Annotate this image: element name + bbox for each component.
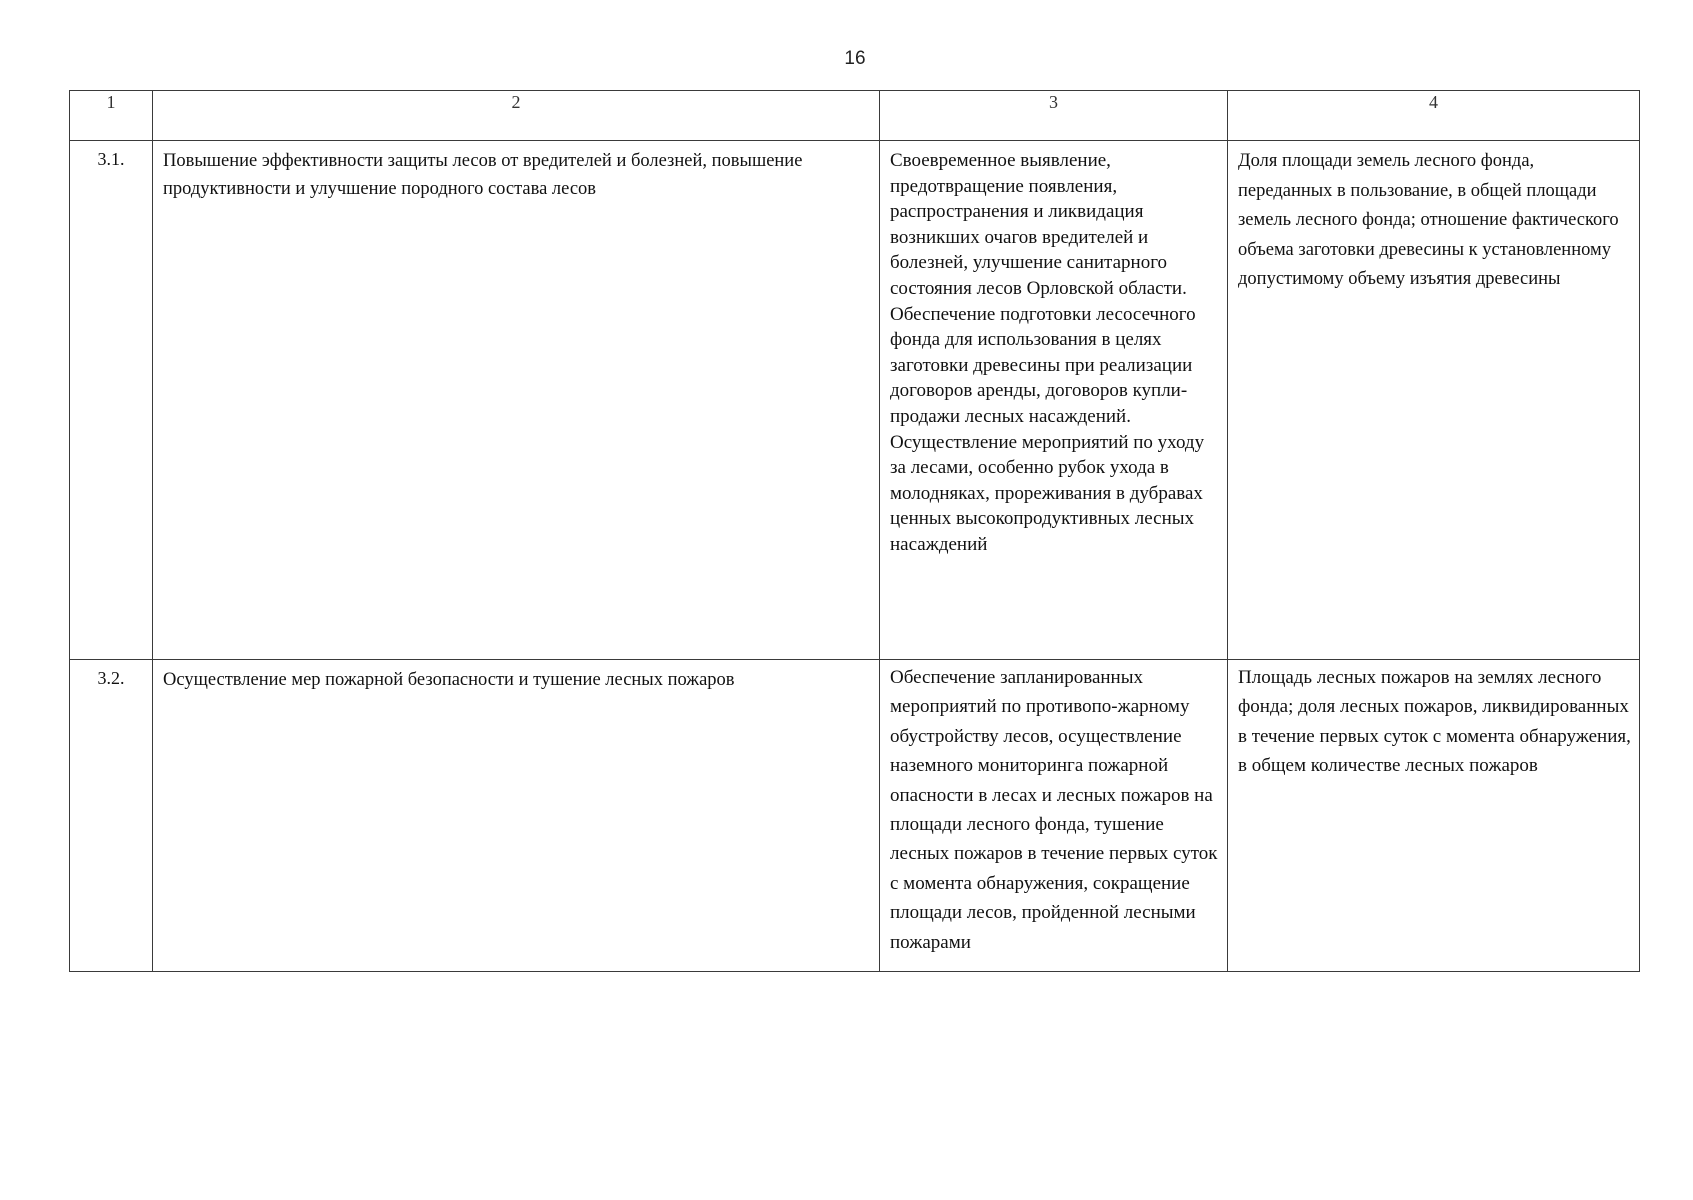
header-cell-3: 3 [880, 91, 1228, 141]
indicators-cell: Доля площади земель лесного фонда, переданных в пользование, в общей площади земель лесного фонда; отношение фактического объема заготовки древесины к установленному допустимому объему изъятия древесины [1228, 141, 1640, 660]
activity-paragraph: Обеспечение запланированных мероприятий по противопо-жарному обустройству лесов, осуществление наземного мониторинга пожарной опасности в лесах и лесных пожаров на площади лесного фонда, тушение лесных пожаров в течение первых суток с момента обнаружения, сокращение площади лесов, пройденной лесными пожарами [890, 667, 1218, 953]
row-number: 3.1. [70, 141, 153, 660]
activity-paragraph: Осуществление мероприятий по уходу за лесами, особенно рубок ухода в молодняках, прореживания в дубравах ценных высокопродуктивных лесных насаждений [890, 431, 1205, 555]
header-cell-2: 2 [153, 91, 880, 141]
row-number: 3.2. [70, 660, 153, 972]
task-cell: Повышение эффективности защиты лесов от вредителей и болезней, повышение продуктивности и улучшение породного состава лесов [153, 141, 880, 660]
indicators-cell: Площадь лесных пожаров на землях лесного фонда; доля лесных пожаров, ликвидированных в течение первых суток с момента обнаружения, в общем количестве лесных пожаров [1228, 660, 1640, 972]
program-table [69, 90, 1640, 972]
activity-paragraph: Обеспечение подготовки лесосечного фонда для использования в целях заготовки древесины при реализации договоров аренды, договоров купли-продажи лесных насаждений. [890, 303, 1196, 427]
activity-paragraph: Своевременное выявление, предотвращение появления, распространения и ликвидация возникших очагов вредителей и болезней, улучшение санитарного состояния лесов Орловской области. [890, 150, 1187, 299]
page-number: 16 [844, 48, 866, 69]
table-row [70, 141, 1640, 660]
table-row [70, 660, 1640, 972]
table-header-row [70, 91, 1640, 141]
activities-cell [880, 141, 1228, 660]
header-cell-1: 1 [70, 91, 153, 141]
header-cell-4: 4 [1228, 91, 1640, 141]
task-cell: Осуществление мер пожарной безопасности и тушение лесных пожаров [153, 660, 880, 972]
activities-cell [880, 660, 1228, 972]
